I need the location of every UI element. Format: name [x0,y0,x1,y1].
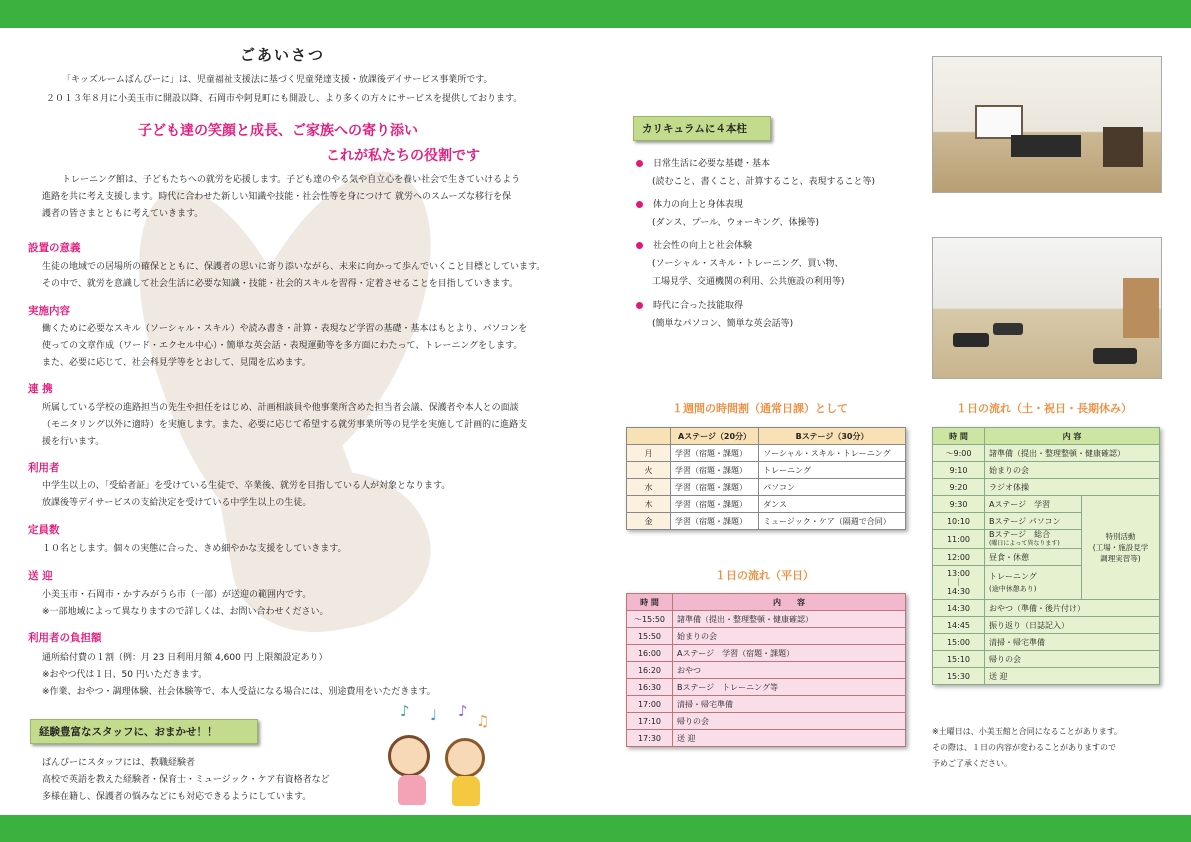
bullet-icon [636,242,643,249]
holiday-title: １日の流れ（土・祝日・長期休み） [956,402,1132,415]
section-title: 設置の意義 [28,242,81,254]
curriculum-title: カリキュラムに４本柱 [633,116,771,141]
section-title: 実施内容 [28,305,70,317]
section-line: ※おやつ代は１日、50 円いただきます。 [42,670,208,680]
table-row: 9:30 Aステージ 学習 特別活動 (工場・施設見学 調理実習等) [933,496,1160,513]
curriculum-item: 日常生活に必要な基礎・基本 [636,156,770,172]
section-line: 使っての文章作成（ワード・エクセル中心）・簡単な英会話・表現運動等を多方面にわたって、トレーニングをします。 [42,341,523,351]
music-note-icon: ♩ [430,706,438,724]
table-row: 13:00 ｜ 14:30 トレーニング (途中休憩あり) [933,566,1160,600]
staff-line: ぱんぴーにスタッフには、教職経験者 [42,758,196,768]
table-row: 9:10 始まりの会 [933,462,1160,479]
page-title: ごあいさつ [240,46,326,64]
shelf-shape [1103,127,1143,167]
holiday-header: 内 容 [985,428,1160,445]
section-line: 援を行います。 [42,437,105,447]
section-line: 小美玉市・石岡市・かすみがうら市（一部）が送迎の範囲内です。 [42,590,312,600]
room-photo [932,56,1162,193]
curriculum-desc: (ソーシャル・スキル・トレーニング、買い物、 [652,259,844,269]
bullet-icon [636,302,643,309]
weekly-header: Aステージ（20分） [671,428,759,445]
section-line: ※作業、おやつ・調理体験、社会体験等で、本人受益になる場合には、別途費用をいただきます。 [42,687,436,697]
section-line: 通所給付費の１割（例：月 23 日利用月額 4,600 円 上限額設定あり） [42,653,328,663]
section-line: ※一部地域によって異なりますので詳しくは、お問い合わせください。 [42,607,329,617]
table-row: 10:10 Bステージ パソコン [933,513,1160,530]
table-row: 17:10 帰りの会 [627,713,906,730]
curriculum-item: 体力の向上と身体表現 [636,197,743,213]
curriculum-desc: (簡単なパソコン、簡単な英会話等) [652,319,794,329]
training-room-photo [932,237,1162,379]
mat-shape [1093,348,1137,364]
holiday-note: その際は、１日の内容が変わることがありますので [932,743,1116,752]
table-row: 水 学習（宿題・課題） パソコン [627,479,906,496]
girl-body-icon [398,775,426,805]
mat-shape [993,323,1023,335]
weekly-title: １週間の時間割（通常日課）として [672,402,848,415]
bottom-band [0,815,1191,842]
holiday-header: 時 間 [933,428,985,445]
table-row: 月 学習（宿題・課題） ソーシャル・スキル・トレーニング [627,445,906,462]
weekday-header: 時 間 [627,594,673,611]
bullet-icon [636,201,643,208]
table-row: 17:30 送 迎 [627,730,906,747]
intro-line: ２０１３年８月に小美玉市に開設以降、石岡市や阿見町にも開設し、より多くの方々にサービスを提供しております。 [46,94,523,104]
table-row: 9:20 ラジオ体操 [933,479,1160,496]
section-title: 連 携 [28,383,53,395]
table-row: ～15:50 諸準備（提出・整理整頓・健康確認） [627,611,906,628]
section-line: 生徒の地域での居場所の確保とともに、保護者の思いに寄り添いながら、未来に向かって歩んでいくこと目標としています。 [42,262,546,272]
table-row: 15:00 清掃・帰宅準備 [933,634,1160,651]
shelf-shape [1123,278,1159,338]
table-row: 11:00 Bステージ 総合 (曜日によって異なります) [933,530,1160,549]
staff-title: 経験豊富なスタッフに、おまかせ！！ [30,719,258,744]
music-note-icon: ♫ [476,712,490,730]
bullet-icon [636,160,643,167]
table-row: 16:00 Aステージ 学習（宿題・課題） [627,645,906,662]
section-title: 利用者 [28,462,60,474]
table-row: 16:30 Bステージ トレーニング等 [627,679,906,696]
curriculum-desc: 工場見学、交通機関の利用、公共施設の利用等) [652,277,845,287]
mat-shape [953,333,989,347]
table-row: ～9:00 諸準備（提出・整理整頓・健康確認） [933,445,1160,462]
holiday-table [932,427,1160,685]
boy-body-icon [452,776,480,806]
top-band [0,0,1191,28]
section-line: また、必要に応じて、社会科見学等をとおして、見聞を広めます。 [42,358,311,368]
section-line: （モニタリング以外に適時）を実施します。また、必要に応じて希望する就労事業所等の見学を実施して計画的に進路支 [42,420,528,430]
weekly-header [627,428,671,445]
boy-illustration-icon [445,738,485,778]
weekday-table [626,593,906,747]
piano-shape [1011,135,1081,157]
curriculum-desc: (読むこと、書くこと、計算すること、表現すること等) [652,177,876,187]
intro-line: 「キッズルームぱんぴーに」は、児童福祉支援法に基づく児童発達支援・放課後デイサービス事業所です。 [62,75,493,85]
table-row: 15:10 帰りの会 [933,651,1160,668]
section-title: 利用者の負担額 [28,632,102,644]
curriculum-item: 社会性の向上と社会体験 [636,238,752,254]
table-row: 15:50 始まりの会 [627,628,906,645]
table-row: 木 学習（宿題・課題） ダンス [627,496,906,513]
curriculum-item: 時代に合った技能取得 [636,298,743,314]
table-row: 火 学習（宿題・課題） トレーニング [627,462,906,479]
table-row: 金 学習（宿題・課題） ミュージック・ケア（隔週で合同） [627,513,906,530]
special-activity-cell: 特別活動 (工場・施設見学 調理実習等) [1082,496,1160,600]
section-line: 中学生以上の、「受給者証」を受けている生徒で、卒業後、就労を目指している人が対象となります。 [42,481,451,491]
table-row: 14:45 振り返り（日誌記入） [933,617,1160,634]
section-title: 送 迎 [28,570,53,582]
slogan-line: これが私たちの役割です [326,148,480,164]
curriculum-desc: (ダンス、プール、ウォーキング、体操等) [652,218,819,228]
window-shape [975,105,1023,139]
section-line: 働くために必要なスキル（ソーシャル・スキル）や読み書き・計算・表現など学習の基礎・基本はもとより、パソコンを [42,324,528,334]
girl-illustration-icon [388,735,430,777]
holiday-note: ※土曜日は、小美玉館と合同になることがあります。 [932,727,1123,736]
staff-line: 多様在籍し、保護者の悩みなどにも対応できるようにしています。 [42,792,312,802]
section-line: その中で、就労を意識して社会生活に必要な知識・技能・社会的スキルを習得・定着させることを目指していきます。 [42,279,519,289]
music-note-icon: ♪ [458,702,468,720]
table-row: 14:30 おやつ（準備・後片付け） [933,600,1160,617]
section-line: 放課後等デイサービスの支給決定を受けている中学生以上の生徒。 [42,498,312,508]
para-line: 進路を共に考え支援します。時代に合わせた新しい知識や技能・社会性等を身につけて 就労へのスムーズな移行を保 [42,192,512,202]
section-line: １０名とします。個々の実態に合った、きめ細やかな支援をしていきます。 [42,544,347,554]
table-row: 15:30 送 迎 [933,668,1160,685]
slogan-line: 子ども達の笑顔と成長、ご家族への寄り添い [138,123,418,139]
staff-line: 高校で英語を教えた経験者・保育士・ミュージック・ケア有資格者など [42,775,330,785]
weekday-title: １日の流れ（平日） [715,569,814,582]
holiday-note: 予めご了承ください。 [932,759,1012,768]
weekly-header: Bステージ（30分） [759,428,906,445]
section-line: 所属している学校の進路担当の先生や担任をはじめ、計画相談員や他事業所含めた担当者会議、保護者や本人との面談 [42,403,519,413]
section-title: 定員数 [28,524,60,536]
music-note-icon: ♪ [400,702,410,720]
weekly-table [626,427,906,530]
para-line: 護者の皆さまとともに考えていきます。 [42,209,204,219]
table-row: 12:00 昼食・休憩 [933,549,1160,566]
weekday-header: 内 容 [673,594,906,611]
table-row: 17:00 清掃・帰宅準備 [627,696,906,713]
table-row: 16:20 おやつ [627,662,906,679]
para-line: トレーニング館は、子どもたちへの就労を応援します。子ども達のやる気や自立心を養い社会で生きていけるよう [62,175,521,185]
